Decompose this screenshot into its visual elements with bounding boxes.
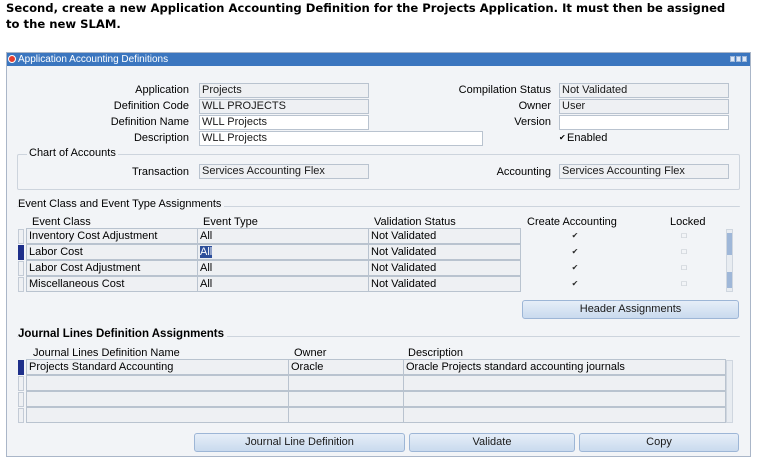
journal-lines-title: Journal Lines Definition Assignments	[18, 328, 227, 340]
definition-name-field[interactable]: WLL Projects	[199, 115, 369, 130]
table-row-jld-name[interactable]: Projects Standard Accounting	[26, 359, 289, 375]
create-accounting-checkbox[interactable]: ✔	[571, 247, 579, 256]
window-controls	[730, 56, 747, 62]
create-accounting-checkbox[interactable]: ✔	[571, 263, 579, 272]
table-row-jld-owner	[288, 391, 404, 407]
application-field[interactable]: Projects	[199, 83, 369, 98]
table-row-jld-owner	[288, 407, 404, 423]
compilation-status-label: Compilation Status	[458, 84, 551, 96]
copy-button[interactable]: Copy	[579, 433, 739, 452]
table-row-event-class[interactable]: Miscellaneous Cost	[26, 276, 198, 292]
create-accounting-checkbox[interactable]: ✔	[571, 279, 579, 288]
table-row-jld-description	[403, 391, 726, 407]
enabled-checkbox[interactable]	[559, 132, 607, 144]
window-titlebar	[7, 53, 750, 66]
table-row-event-type[interactable]	[197, 244, 369, 260]
minimize-icon[interactable]	[730, 56, 735, 62]
journal-table-scrollbar[interactable]	[726, 360, 733, 423]
row-selector[interactable]	[18, 408, 24, 423]
selected-text: All	[200, 246, 213, 258]
maximize-icon[interactable]	[742, 56, 747, 62]
instruction-line-1: Second, create a new Application Accounting Definition for the Projects Application. It must then be assigned	[6, 1, 726, 15]
table-row-validation-status: Not Validated	[368, 228, 521, 244]
table-row-event-type[interactable]: All	[197, 228, 369, 244]
locked-checkbox[interactable]: □	[681, 231, 687, 240]
col-create-accounting: Create Accounting	[527, 216, 617, 228]
description-label: Description	[133, 132, 189, 144]
table-row-validation-status: Not Validated	[368, 276, 521, 292]
table-row-validation-status: Not Validated	[368, 244, 521, 260]
row-selector-active[interactable]	[18, 245, 24, 260]
row-selector[interactable]	[18, 277, 24, 292]
locked-checkbox[interactable]: □	[681, 263, 687, 272]
table-row-event-class[interactable]: Labor Cost Adjustment	[26, 260, 198, 276]
restore-icon[interactable]	[736, 56, 741, 62]
validate-button[interactable]: Validate	[409, 433, 575, 452]
owner-field: User	[559, 99, 729, 114]
window-close-icon[interactable]	[8, 55, 16, 63]
application-label: Application	[135, 84, 189, 96]
table-row-event-class[interactable]: Labor Cost	[26, 244, 198, 260]
table-row-event-type[interactable]: All	[197, 276, 369, 292]
col-event-class: Event Class	[32, 216, 91, 228]
locked-checkbox[interactable]: □	[681, 279, 687, 288]
col-journal-description: Description	[408, 347, 464, 359]
application-accounting-definitions-window	[6, 52, 751, 457]
row-selector[interactable]	[18, 261, 24, 276]
window-title: Application Accounting Definitions	[18, 54, 169, 65]
col-validation-status: Validation Status	[374, 216, 456, 228]
table-row-event-type[interactable]: All	[197, 260, 369, 276]
version-label: Version	[514, 116, 551, 128]
col-event-type: Event Type	[203, 216, 258, 228]
definition-code-label: Definition Code	[113, 100, 189, 112]
enabled-check-icon: ✔	[559, 133, 566, 142]
create-accounting-checkbox[interactable]: ✔	[571, 231, 579, 240]
accounting-coa-field[interactable]: Services Accounting Flex	[559, 164, 729, 179]
table-row-jld-name[interactable]	[26, 391, 289, 407]
row-selector[interactable]	[18, 376, 24, 391]
transaction-label: Transaction	[131, 166, 189, 178]
scrollbar-thumb[interactable]	[727, 272, 732, 288]
enabled-label: Enabled	[567, 132, 608, 144]
table-row-event-class[interactable]: Inventory Cost Adjustment	[26, 228, 198, 244]
header-assignments-button[interactable]: Header Assignments	[522, 300, 739, 319]
table-row-jld-name[interactable]	[26, 407, 289, 423]
transaction-coa-field[interactable]: Services Accounting Flex	[199, 164, 369, 179]
table-row-jld-description	[403, 375, 726, 391]
owner-label: Owner	[518, 100, 551, 112]
instruction-text	[6, 0, 726, 32]
row-selector-active[interactable]	[18, 360, 24, 375]
table-row-jld-description	[403, 407, 726, 423]
compilation-status-field: Not Validated	[559, 83, 729, 98]
journal-line-definition-button[interactable]: Journal Line Definition	[194, 433, 405, 452]
table-row-jld-description: Oracle Projects standard accounting journals	[403, 359, 726, 375]
table-row-jld-owner: Oracle	[288, 359, 404, 375]
table-row-jld-name[interactable]	[26, 375, 289, 391]
row-selector[interactable]	[18, 229, 24, 244]
instruction-line-2: to the new SLAM.	[6, 17, 121, 31]
scrollbar-thumb[interactable]	[727, 233, 732, 255]
locked-checkbox[interactable]: □	[681, 247, 687, 256]
chart-of-accounts-title: Chart of Accounts	[29, 147, 116, 159]
row-selector[interactable]	[18, 392, 24, 407]
definition-code-field[interactable]: WLL PROJECTS	[199, 99, 369, 114]
col-locked: Locked	[670, 216, 706, 228]
definition-name-label: Definition Name	[110, 116, 189, 128]
event-assignments-title: Event Class and Event Type Assignments	[18, 198, 224, 210]
description-field[interactable]: WLL Projects	[199, 131, 483, 146]
col-journal-lines-name: Journal Lines Definition Name	[33, 347, 180, 359]
accounting-label: Accounting	[496, 166, 551, 178]
table-row-jld-owner	[288, 375, 404, 391]
col-journal-owner: Owner	[294, 347, 327, 359]
table-row-validation-status: Not Validated	[368, 260, 521, 276]
version-field[interactable]	[559, 115, 729, 130]
event-table-scrollbar[interactable]	[726, 229, 733, 292]
